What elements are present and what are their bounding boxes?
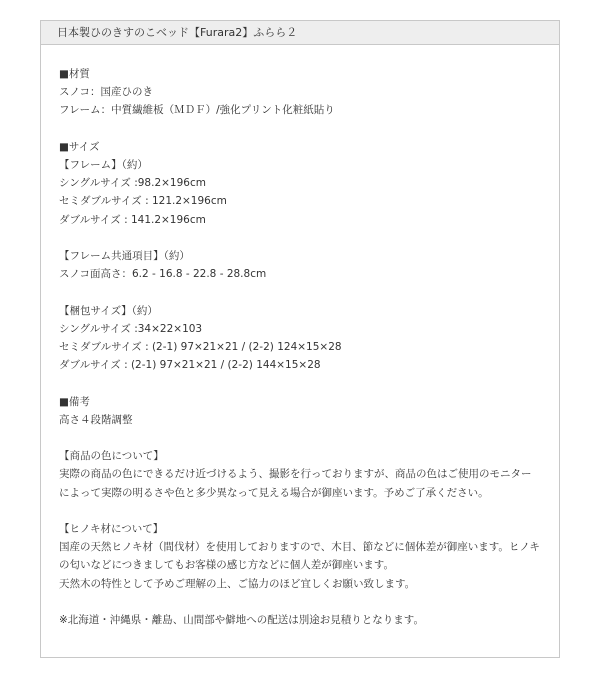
package-semi-double: セミダブルサイズ : (2-1) 97×21×21 / (2-2) 124×15×28 (59, 341, 342, 353)
panel-title: 日本製ひのきすのこベッド【Furara2】ふらら２ (41, 21, 559, 45)
frame-common-section (59, 247, 559, 283)
size-heading: ■サイズ (59, 140, 100, 153)
notes-height-adjust: 高さ４段階調整 (59, 413, 133, 426)
notes-section (59, 393, 559, 429)
hinoki-text: 国産の天然ヒノキ材（間伐材）を使用しておりますので、木目、節などに個体差が御座います。ヒノキの匂いなどにつきましてもお客様の感じ方などに個人差が御座います。 (59, 541, 540, 572)
package-section (59, 302, 559, 375)
shipping-section (59, 611, 559, 629)
shipping-note: ※北海道・沖縄県・離島、山間部や僻地への配送は別途お見積りとなります。 (59, 613, 424, 626)
material-sunoko: スノコ：国産ひのき (59, 86, 153, 99)
size-semi-double: セミダブルサイズ : 121.2×196cm (59, 195, 227, 208)
notes-heading: ■備考 (59, 395, 90, 408)
material-section (59, 65, 559, 120)
material-frame: フレーム：中質繊維板（ＭＤＦ）/強化プリント化粧紙貼り (59, 104, 335, 117)
spec-body (41, 45, 559, 629)
size-double: ダブルサイズ : 141.2×196cm (59, 213, 206, 226)
hinoki-text-2: 天然木の特性として予めご理解の上、ご協力のほど宜しくお願い致します。 (59, 577, 416, 590)
package-double: ダブルサイズ : (2-1) 97×21×21 / (2-2) 144×15×28 (59, 359, 321, 372)
product-spec-panel (40, 20, 560, 658)
size-frame-label: 【フレーム】（約） (59, 159, 148, 171)
sunoko-height: スノコ面高さ：6.2 - 16.8 - 22.8 - 28.8cm (59, 268, 267, 281)
package-single: シングルサイズ :34×22×103 (59, 322, 203, 335)
size-section (59, 138, 559, 229)
frame-common-heading: 【フレーム共通項目】（約） (59, 250, 190, 262)
color-heading: 【商品の色について】 (59, 450, 164, 463)
hinoki-heading: 【ヒノキ材について】 (59, 522, 164, 535)
color-text: 実際の商品の色にできるだけ近づけるよう、撮影を行っておりますが、商品の色はご使用のモニターによって実際の明るさや色と多少異なって見える場合が御座います。予めご了承ください。 (59, 468, 532, 499)
color-section (59, 447, 559, 502)
hinoki-section (59, 520, 559, 593)
material-heading: ■材質 (59, 68, 90, 80)
package-heading: 【梱包サイズ】（約） (59, 304, 158, 317)
size-single: シングルサイズ :98.2×196cm (59, 177, 206, 190)
